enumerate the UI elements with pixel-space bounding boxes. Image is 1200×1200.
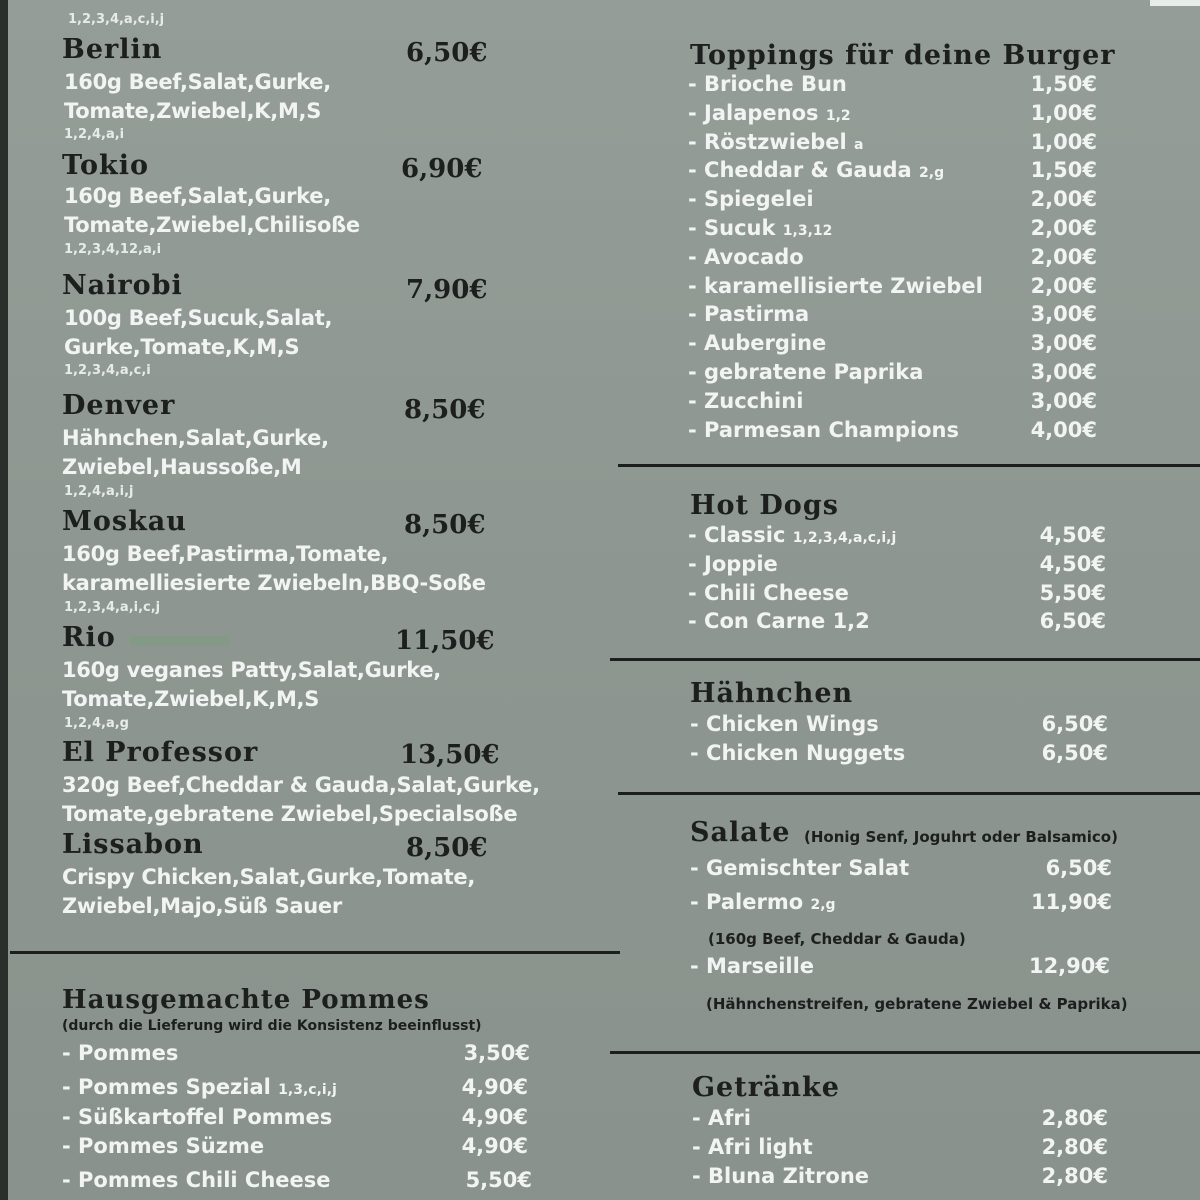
item-price: 1,00€ [1030, 129, 1097, 154]
burger-price: 11,50€ [395, 626, 495, 656]
menu-item: - Pastirma [688, 302, 810, 327]
burger-price: 8,50€ [406, 833, 488, 863]
burger-name: Nairobi [62, 270, 183, 301]
burger-price: 6,90€ [401, 154, 483, 184]
section-divider [618, 464, 1200, 467]
section-divider [618, 792, 1200, 795]
item-price: 2,00€ [1030, 244, 1097, 269]
section-title-toppings: Toppings für deine Burger [690, 40, 1116, 71]
burger-name: Moskau [62, 506, 187, 537]
item-price: 5,50€ [465, 1168, 532, 1192]
allergen-codes: 1,2,3,4,a,i,c,j [64, 600, 161, 615]
burger-description: Crispy Chicken,Salat,Gurke,Tomate, Zwiebel,Majo,Süß Sauer [62, 865, 475, 918]
burger-price: 6,50€ [406, 38, 488, 68]
section-title-haehnchen: Hähnchen [690, 678, 854, 709]
burger-description: 160g Beef,Pastirma,Tomate, karamelliesierte Zwiebeln,BBQ-Soße [62, 542, 486, 595]
burger-name: Tokio [62, 150, 149, 181]
item-price: 2,80€ [1041, 1164, 1108, 1188]
item-price: 6,50€ [1041, 741, 1108, 765]
dressing-note: (Honig Senf, Joguhrt oder Balsamico) [804, 828, 1118, 846]
item-price: 2,80€ [1041, 1135, 1108, 1159]
menu-item: - Spiegelei [688, 187, 814, 212]
item-price: 6,50€ [1041, 712, 1108, 736]
burger-description: 160g veganes Patty,Salat,Gurke, Tomate,Zwiebel,K,M,S [62, 658, 441, 711]
item-note: (160g Beef, Cheddar & Gauda) [708, 930, 966, 948]
section-divider [10, 951, 620, 954]
burger-name: El Professor [62, 737, 259, 768]
section-divider [610, 1051, 1200, 1054]
allergen-codes: 1,2,3,4,a,c,i,j [68, 12, 165, 27]
burger-description: 160g Beef,Salat,Gurke, Tomate,Zwiebel,Chilisoße [64, 184, 360, 237]
menu-item: - Röstzwiebel a [688, 129, 864, 154]
menu-item: - Pommes Spezial 1,3,c,i,j [62, 1075, 337, 1099]
menu-item: - Süßkartoffel Pommes [62, 1105, 333, 1129]
burger-description: 100g Beef,Sucuk,Salat, Gurke,Tomate,K,M,S [64, 306, 333, 359]
allergen-codes: 1,2,3,4,a,c,i [64, 363, 151, 378]
menu-item: - Pommes [62, 1041, 179, 1065]
menu-item: - Chili Cheese [688, 580, 849, 605]
allergen-codes: 1,2,4,a,i,j [64, 484, 134, 499]
background-strip [1150, 0, 1200, 6]
burger-name: Berlin [62, 34, 163, 65]
item-price: 4,90€ [461, 1075, 528, 1099]
burger-price: 8,50€ [404, 510, 486, 540]
item-price: 6,50€ [1039, 609, 1106, 634]
burger-name: Denver [62, 390, 176, 421]
menu-item: - Parmesan Champions [688, 417, 959, 442]
item-price: 2,00€ [1030, 216, 1097, 240]
item-price: 3,00€ [1030, 360, 1097, 384]
menu-item: - Con Carne 1,2 [688, 609, 870, 634]
item-price: 4,00€ [1030, 417, 1097, 442]
vegan-label [130, 636, 230, 646]
burger-description: Hähnchen,Salat,Gurke, Zwiebel,Haussoße,M [62, 426, 329, 479]
item-price: 3,00€ [1030, 331, 1097, 356]
burger-price: 13,50€ [400, 740, 500, 770]
item-price: 2,80€ [1041, 1106, 1108, 1130]
menu-item: - Pommes Süzme [62, 1134, 265, 1158]
item-price: 1,50€ [1030, 72, 1097, 96]
menu-item: - Aubergine [688, 331, 827, 356]
menu-item: - Brioche Bun [688, 72, 847, 96]
item-price: 3,00€ [1030, 302, 1097, 327]
menu-item: - Cheddar & Gauda 2,g [688, 158, 945, 183]
item-price: 4,90€ [461, 1134, 528, 1158]
menu-item: - gebratene Paprika [688, 360, 924, 384]
burger-description: 320g Beef,Cheddar & Gauda,Salat,Gurke, Tomate,gebratene Zwiebel,Specialsoße [62, 773, 540, 826]
item-price: 2,00€ [1030, 187, 1097, 212]
menu-item: - Pommes Chili Cheese [62, 1168, 331, 1192]
board-frame-edge [0, 0, 8, 1200]
allergen-codes: 1,2,3,4,12,a,i [64, 242, 162, 257]
menu-item: - Bluna Zitrone [692, 1164, 870, 1188]
menu-item: - Chicken Nuggets [690, 741, 906, 765]
section-title-hotdogs: Hot Dogs [690, 490, 839, 521]
section-title-getraenke: Getränke [692, 1072, 840, 1103]
item-price: 5,50€ [1039, 580, 1106, 605]
burger-description: 160g Beef,Salat,Gurke, Tomate,Zwiebel,K,M,S [64, 70, 331, 123]
menu-item: - Marseille [690, 954, 815, 978]
menu-item: - Afri [692, 1106, 751, 1130]
burger-name: Lissabon [62, 829, 204, 860]
section-title-salate: Salate [690, 817, 791, 848]
menu-item: - Chicken Wings [690, 712, 879, 736]
section-title-pommes: Hausgemachte Pommes [62, 985, 430, 1015]
item-note: (Hähnchenstreifen, gebratene Zwiebel & Paprika) [706, 995, 1128, 1013]
menu-item: - Gemischter Salat [690, 856, 910, 880]
item-price: 6,50€ [1045, 856, 1112, 880]
menu-item: - Classic 1,2,3,4,a,c,i,j [688, 523, 897, 547]
item-price: 1,00€ [1030, 100, 1097, 125]
menu-item: - Palermo 2,g [690, 890, 836, 914]
menu-item: - Joppie [688, 551, 778, 576]
menu-item: - Sucuk 1,3,12 [688, 216, 833, 240]
menu-item: - Jalapenos 1,2 [688, 100, 851, 125]
burger-price: 7,90€ [406, 275, 488, 305]
section-note: (durch die Lieferung wird die Konsistenz beeinflusst) [62, 1018, 482, 1034]
section-divider [610, 658, 1200, 661]
item-price: 2,00€ [1030, 273, 1097, 298]
allergen-codes: 1,2,4,a,g [64, 716, 129, 731]
item-price: 4,50€ [1039, 523, 1106, 547]
burger-name: Rio [62, 622, 116, 653]
item-price: 4,50€ [1039, 551, 1106, 576]
item-price: 4,90€ [461, 1105, 528, 1129]
item-price: 11,90€ [1030, 890, 1112, 914]
menu-item: - Afri light [692, 1135, 813, 1159]
menu-item: - Zucchini [688, 388, 804, 413]
item-price: 3,00€ [1030, 388, 1097, 413]
item-price: 1,50€ [1030, 158, 1097, 183]
menu-item: - Avocado [688, 244, 804, 269]
allergen-codes: 1,2,4,a,i [64, 127, 125, 142]
menu-item: - karamellisierte Zwiebel [688, 273, 983, 298]
burger-price: 8,50€ [404, 395, 486, 425]
item-price: 3,50€ [463, 1041, 530, 1065]
item-price: 12,90€ [1028, 954, 1110, 978]
